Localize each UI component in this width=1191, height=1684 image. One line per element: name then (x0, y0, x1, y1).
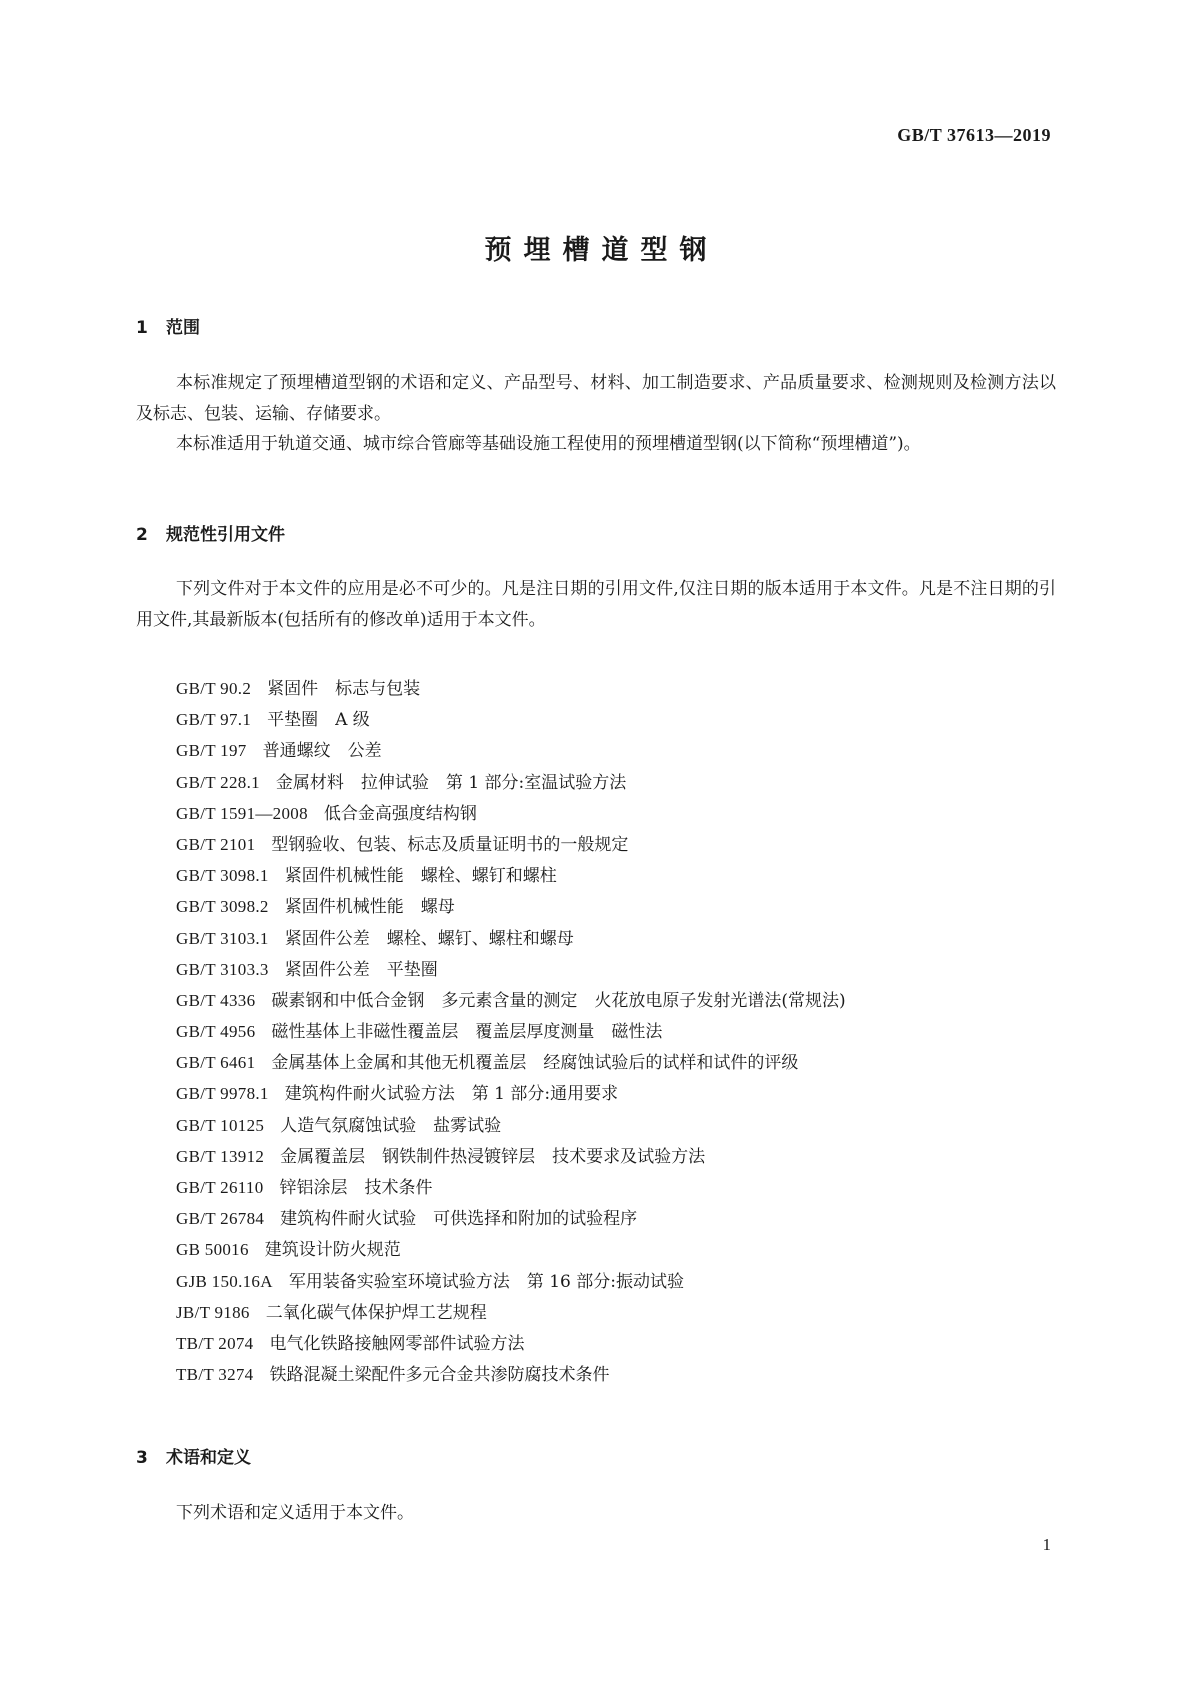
section-number: 3 (136, 1448, 148, 1468)
list-item (176, 704, 846, 735)
list-item (176, 1328, 846, 1359)
reference-code: TB/T 3274 (176, 1365, 254, 1385)
reference-code: GB/T 3103.3 (176, 959, 269, 979)
list-item (176, 1110, 846, 1141)
reference-title: 二氧化碳气体保护焊工艺规程 (265, 1302, 487, 1323)
list-item (176, 1172, 846, 1203)
reference-title: 碳素钢和中低合金钢 多元素含量的测定 火花放电原子发射光谱法(常规法) (271, 990, 846, 1011)
list-item (176, 860, 846, 891)
list-item (176, 1016, 846, 1047)
list-item (176, 954, 846, 985)
reference-code: GB/T 3098.2 (176, 897, 269, 917)
page-title: 预埋槽道型钢 (484, 235, 719, 266)
section-number: 1 (136, 318, 148, 338)
reference-title: 平垫圈 A 级 (267, 710, 370, 731)
reference-title: 铁路混凝土梁配件多元合金共渗防腐技术条件 (269, 1365, 610, 1386)
reference-title: 电气化铁路接触网零部件试验方法 (269, 1333, 525, 1354)
reference-code: TB/T 2074 (176, 1333, 254, 1353)
reference-code: GB/T 3103.1 (176, 928, 269, 948)
standard-number: GB/T 37613—2019 (897, 125, 1051, 145)
section-title: 规范性引用文件 (166, 525, 285, 545)
section-number: 2 (136, 525, 148, 545)
reference-code: JB/T 9186 (176, 1302, 250, 1322)
reference-title: 型钢验收、包装、标志及质量证明书的一般规定 (271, 834, 629, 855)
reference-code: GB/T 26784 (176, 1209, 265, 1229)
list-item (176, 923, 846, 954)
reference-code: GB/T 228.1 (176, 772, 260, 792)
reference-title: 磁性基体上非磁性覆盖层 覆盖层厚度测量 磁性法 (271, 1022, 663, 1043)
list-item (176, 891, 846, 922)
reference-code: GB/T 6461 (176, 1053, 256, 1073)
reference-title: 建筑设计防火规范 (264, 1240, 401, 1261)
section-heading-scope (136, 313, 200, 338)
list-item (176, 1141, 846, 1172)
section-heading-terms-definitions (136, 1443, 251, 1468)
reference-code: GB/T 1591—2008 (176, 803, 308, 823)
reference-title: 锌铝涂层 技术条件 (279, 1178, 433, 1198)
reference-title: 军用装备实验室环境试验方法 第 16 部分:振动试验 (288, 1271, 684, 1292)
list-item (176, 985, 846, 1016)
reference-title: 金属基体上金属和其他无机覆盖层 经腐蚀试验后的试样和试件的评级 (271, 1053, 799, 1074)
reference-title: 紧固件机械性能 螺栓、螺钉和螺柱 (284, 866, 557, 887)
page-number: 1 (1042, 1535, 1051, 1554)
reference-title: 建筑构件耐火试验 可供选择和附加的试验程序 (280, 1209, 638, 1230)
reference-code: GJB 150.16A (176, 1271, 273, 1291)
section-heading-normative-references (136, 520, 285, 545)
scope-paragraph-2: 本标准适用于轨道交通、城市综合管廊等基础设施工程使用的预埋槽道型钢(以下简称“预埋槽道”)。 (176, 434, 921, 454)
reference-code: GB/T 4336 (176, 990, 256, 1010)
reference-title: 紧固件公差 螺栓、螺钉、螺柱和螺母 (284, 928, 574, 949)
list-item (176, 735, 846, 766)
reference-code: GB/T 2101 (176, 834, 256, 854)
reference-title: 金属覆盖层 钢铁制件热浸镀锌层 技术要求及试验方法 (280, 1146, 706, 1167)
scope-paragraph-1: 本标准规定了预埋槽道型钢的术语和定义、产品型号、材料、加工制造要求、产品质量要求、检测规则及检测方法以及标志、包装、运输、存储要求。 (136, 373, 1056, 424)
section-title: 术语和定义 (166, 1448, 251, 1468)
reference-code: GB/T 26110 (176, 1178, 264, 1197)
reference-title: 金属材料 拉伸试验 第 1 部分:室温试验方法 (275, 772, 627, 793)
list-item (176, 1203, 846, 1234)
reference-code: GB/T 197 (176, 741, 247, 761)
list-item (176, 1359, 846, 1390)
reference-code: GB/T 3098.1 (176, 866, 269, 886)
reference-code: GB/T 9978.1 (176, 1084, 269, 1104)
list-item (176, 1297, 846, 1328)
reference-code: GB 50016 (176, 1240, 249, 1260)
reference-title: 紧固件公差 平垫圈 (284, 959, 438, 980)
list-item (176, 1234, 846, 1265)
reference-list (176, 673, 846, 1390)
list-item (176, 1047, 846, 1078)
reference-code: GB/T 4956 (176, 1022, 256, 1042)
references-intro: 下列文件对于本文件的应用是必不可少的。凡是注日期的引用文件,仅注日期的版本适用于本文件。凡是不注日期的引用文件,其最新版本(包括所有的修改单)适用于本文件。 (136, 579, 1056, 630)
reference-title: 低合金高强度结构钢 (323, 803, 477, 824)
list-item (176, 1078, 846, 1109)
reference-code: GB/T 90.2 (176, 679, 252, 698)
reference-title: 紧固件机械性能 螺母 (284, 897, 455, 918)
reference-title: 紧固件 标志与包装 (267, 679, 421, 699)
section-title: 范围 (166, 318, 200, 338)
reference-code: GB/T 13912 (176, 1146, 265, 1166)
reference-code: GB/T 97.1 (176, 710, 252, 730)
reference-title: 普通螺纹 公差 (262, 741, 382, 762)
reference-title: 建筑构件耐火试验方法 第 1 部分:通用要求 (284, 1084, 619, 1105)
list-item (176, 798, 846, 829)
reference-title: 人造气氛腐蚀试验 盐雾试验 (280, 1115, 502, 1136)
list-item (176, 829, 846, 860)
terms-intro: 下列术语和定义适用于本文件。 (176, 1503, 414, 1523)
list-item (176, 767, 846, 798)
list-item (176, 673, 846, 704)
list-item (176, 1266, 846, 1297)
reference-code: GB/T 10125 (176, 1115, 265, 1135)
